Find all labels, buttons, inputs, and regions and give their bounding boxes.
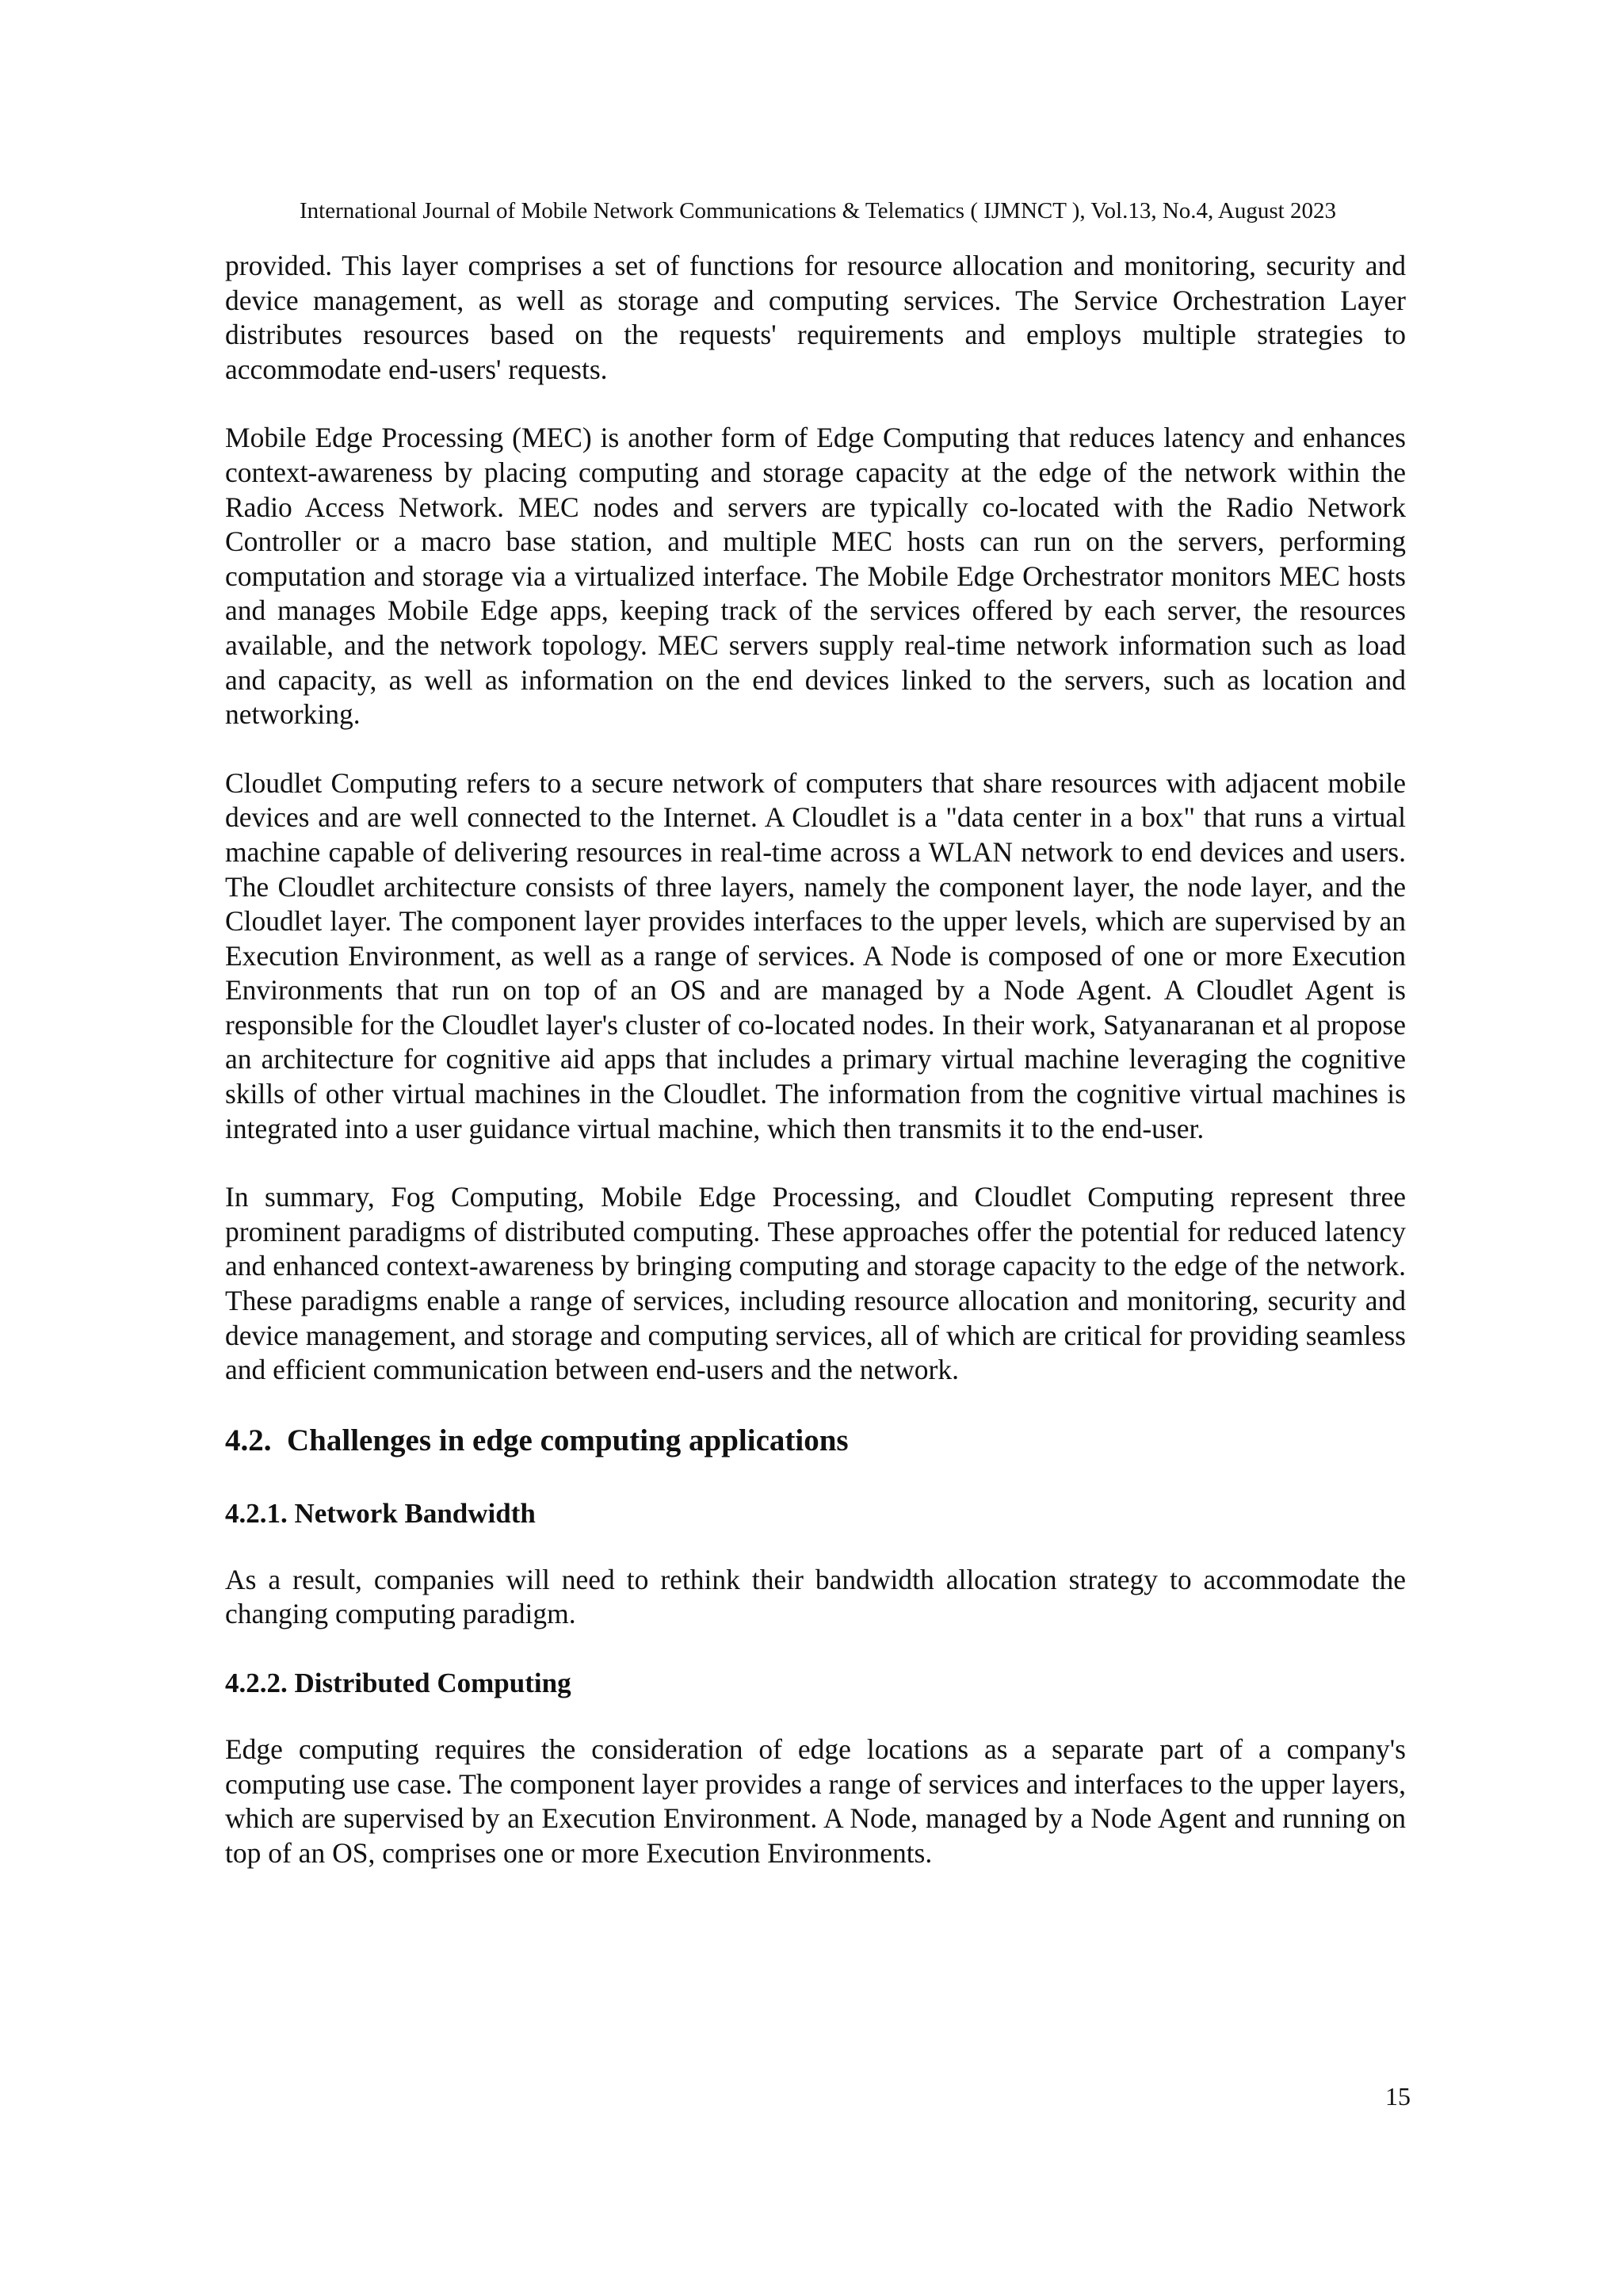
page-number: 15 (1385, 2082, 1411, 2111)
subsection-heading-network-bandwidth: 4.2.1. Network Bandwidth (225, 1497, 536, 1529)
section-heading (225, 1422, 1406, 1460)
paragraph-cloudlet-computing: Cloudlet Computing refers to a secure network of computers that share resources with adjacent mobile devices and are well connected to the Internet. A Cloudlet is a "data center in a box" that runs a virtual machine capable of delivering resources in real-time across a WLAN network to end devices and users. The Cloudlet architecture consists of three layers, namely the component layer, the node layer, and the Cloudlet layer. The component layer provides interfaces to the upper levels, which are supervised by an Execution Environment, as well as a range of services. A Node is composed of one or more Execution Environments that run on top of an OS and are managed by a Node Agent. A Cloudlet Agent is responsible for the Cloudlet layer's cluster of co-located nodes. In their work, Satyanaranan et al propose an architecture for cognitive aid apps that includes a primary virtual machine leveraging the cognitive skills of other virtual machines in the Cloudlet. The information from the cognitive virtual machines is integrated into a user guidance virtual machine, which then transmits it to the end-user. (225, 766, 1406, 1144)
section-number: 4.2. (225, 1423, 272, 1457)
section-title: Challenges in edge computing applications (287, 1423, 849, 1457)
paragraph-mobile-edge-processing: Mobile Edge Processing (MEC) is another form of Edge Computing that reduces latency and enhances context-awareness by placing computing and storage capacity at the edge of the network within the Radio Access Network. MEC nodes and servers are typically co-located with the Radio Network Controller or a macro base station, and multiple MEC hosts can run on the servers, performing computation and storage via a virtualized interface. The Mobile Edge Orchestrator monitors MEC hosts and manages Mobile Edge apps, keeping track of the services offered by each server, the resources available, and the network topology. MEC servers supply real-time network information such as load and capacity, as well as information on the end devices linked to the servers, such as location and networking. (225, 422, 1406, 731)
paragraph-network-bandwidth: As a result, companies will need to rethink their bandwidth allocation strategy to accommodate the changing computing paradigm. (225, 1563, 1406, 1630)
paragraph-service-orchestration: provided. This layer comprises a set of functions for resource allocation and monitoring, security and device management, as well as storage and computing services. The Service Orchestration Layer distributes resources based on the requests' requirements and employs multiple strategies to accommodate end-users' requests. (225, 250, 1406, 385)
paragraph-summary: In summary, Fog Computing, Mobile Edge Processing, and Cloudlet Computing represent three prominent paradigms of distributed computing. These approaches offer the potential for reduced latency and enhanced context-awareness by bringing computing and storage capacity to the edge of the network. These paradigms enable a range of services, including resource allocation and monitoring, security and device management, and storage and computing services, all of which are critical for providing seamless and efficient communication between end-users and the network. (225, 1181, 1406, 1386)
paragraph-distributed-computing: Edge computing requires the consideration of edge locations as a separate part of a company's computing use case. The component layer provides a range of services and interfaces to the upper layers, which are supervised by an Execution Environment. A Node, managed by a Node Agent and running on top of an OS, comprises one or more Execution Environments. (225, 1733, 1406, 1869)
subsection-heading-distributed-computing: 4.2.2. Distributed Computing (225, 1668, 571, 1698)
article-body (225, 249, 1406, 1904)
running-header: International Journal of Mobile Network Communications & Telematics ( IJMNCT ), Vol.13, No.4, August 2023 (300, 198, 1336, 223)
